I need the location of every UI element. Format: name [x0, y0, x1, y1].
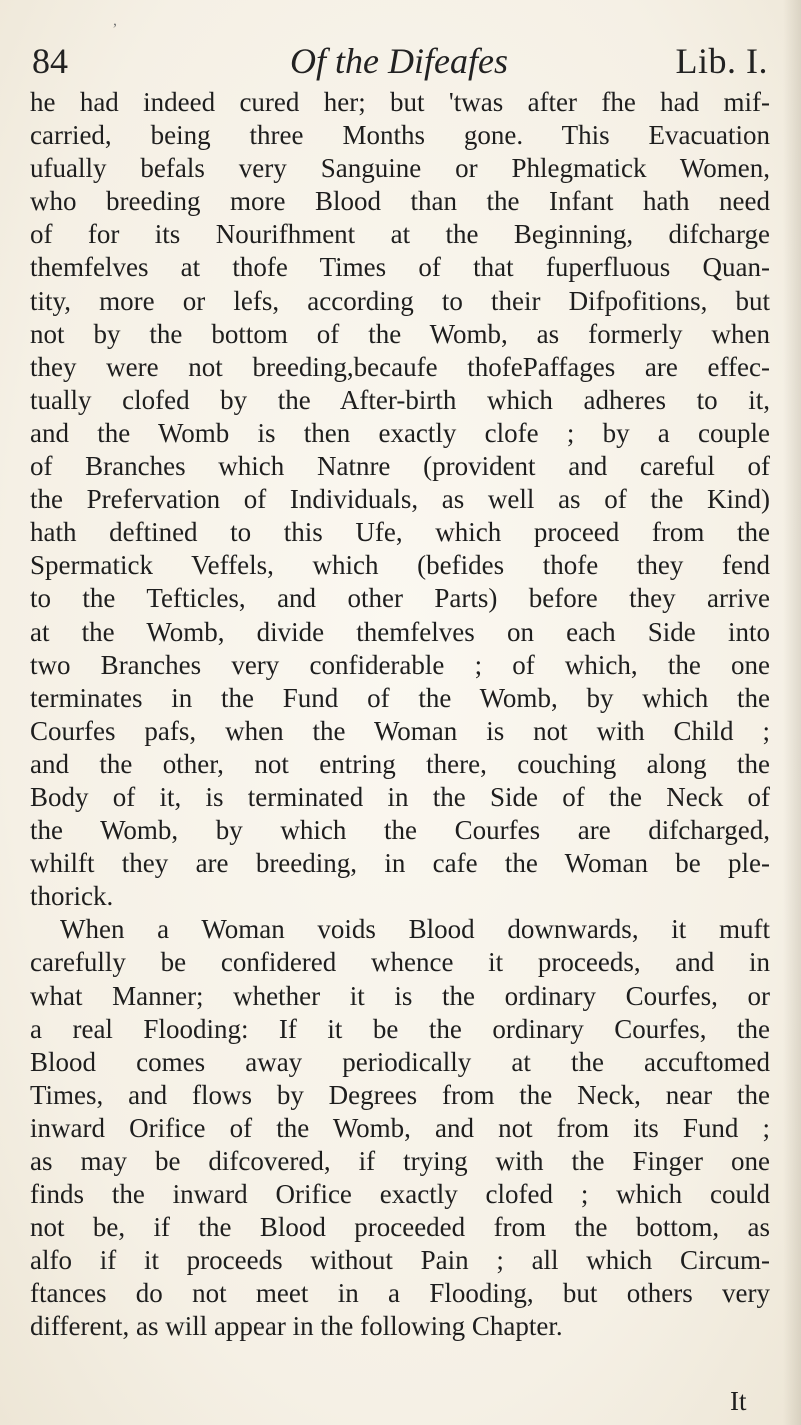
page-number: 84: [32, 41, 68, 81]
text-line: and the other, not entring there, couching along the: [30, 748, 770, 779]
text-line: they were not breeding,becaufe thofePaffages are effec-: [30, 351, 770, 382]
text-line: who breeding more Blood than the Infant hath need: [30, 186, 770, 217]
text-line: a real Flooding: If it be the ordinary Courfes, the: [30, 1013, 770, 1044]
text-line: carefully be confidered whence it proceeds, and in: [30, 947, 770, 978]
text-line: Times, and flows by Degrees from the Neck, near the: [30, 1079, 770, 1110]
text-line: the Womb, by which the Courfes are difcharged,: [30, 815, 770, 846]
text-line: of for its Nourifhment at the Beginning, difcharge: [30, 219, 770, 250]
text-line: ftances do not meet in a Flooding, but others very: [30, 1278, 770, 1309]
text-line: finds the inward Orifice exactly clofed ; which could: [30, 1179, 770, 1210]
running-header: [30, 36, 768, 86]
text-line: Blood comes away periodically at the accuftomed: [30, 1046, 770, 1077]
text-line: as may be difcovered, if trying with the Finger one: [30, 1146, 770, 1176]
text-line: terminates in the Fund of the Womb, by which the: [30, 682, 770, 713]
text-line: themfelves at thofe Times of that fuperfluous Quan-: [30, 252, 770, 283]
book-reference: Lib. I.: [675, 41, 768, 81]
text-line: hath deftined to this Ufe, which proceed from the: [30, 517, 770, 548]
text-line: tually clofed by the After-birth which adheres to it,: [30, 384, 770, 415]
text-line: Body of it, is terminated in the Side of the Neck of: [30, 781, 770, 812]
text-line: ufually befals very Sanguine or Phlegmatick Women,: [30, 153, 770, 184]
text-line: what Manner; whether it is the ordinary Courfes, or: [30, 980, 770, 1011]
text-line: alfo if it proceeds without Pain ; all which Circum-: [30, 1245, 770, 1276]
text-line: the Prefervation of Individuals, as well as of the Kind): [30, 484, 770, 515]
text-line: to the Tefticles, and other Parts) before they arrive: [30, 583, 770, 614]
text-line: whilft they are breeding, in cafe the Woman be ple-: [30, 848, 770, 879]
text-line-paragraph-end: thorick.: [30, 881, 114, 912]
text-line: two Branches very confiderable ; of which, the one: [30, 649, 770, 680]
ink-mark: ,: [113, 12, 117, 29]
body-text: [30, 86, 770, 1344]
text-line: inward Orifice of the Womb, and not from its Fund ;: [30, 1112, 770, 1143]
text-line: at the Womb, divide themfelves on each Side into: [30, 616, 770, 647]
text-line: Courfes pafs, when the Woman is not with Child ;: [30, 715, 770, 746]
page-edge-shadow: [783, 0, 801, 1425]
text-line: Spermatick Veffels, which (befides thofe they fend: [30, 550, 770, 581]
catchword: It: [730, 1386, 747, 1416]
text-line: and the Womb is then exactly clofe ; by a couple: [30, 417, 770, 448]
text-line: carried, being three Months gone. This Evacuation: [30, 120, 770, 151]
text-line-paragraph-end: different, as will appear in the following Chapter.: [30, 1311, 563, 1342]
text-line: he had indeed cured her; but 'twas after fhe had mif-: [30, 87, 770, 117]
text-line: tity, more or lefs, according to their Difpofitions, but: [30, 285, 770, 316]
running-title: Of the Difeafes: [290, 41, 508, 81]
text-line: not be, if the Blood proceeded from the bottom, as: [30, 1212, 770, 1243]
text-line-paragraph-start: When a Woman voids Blood downwards, it muft: [60, 914, 770, 945]
text-line: of Branches which Natnre (provident and careful of: [30, 451, 770, 482]
text-line: not by the bottom of the Womb, as formerly when: [30, 318, 770, 349]
